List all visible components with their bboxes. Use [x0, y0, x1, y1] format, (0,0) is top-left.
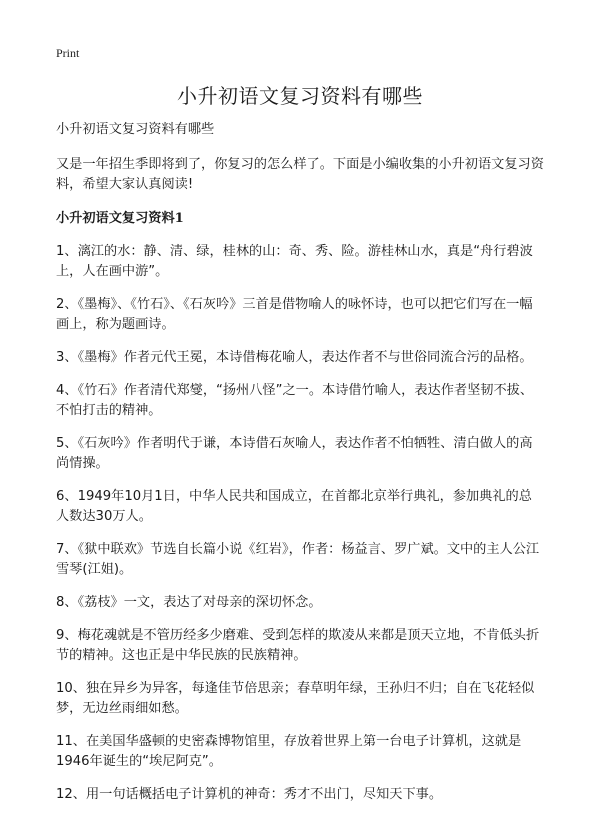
list-item: 8、《荔枝》一文，表达了对母亲的深切怀念。	[56, 595, 322, 610]
list-item: 5、《石灰吟》作者明代于谦，本诗借石灰喻人，表达作者不怕牺牲、清白做人的高尚情操。	[56, 436, 533, 471]
list-item: 11、在美国华盛顿的史密森博物馆里，存放着世界上第一台电子计算机，这就是1946年诞生的“埃尼阿克”。	[56, 734, 522, 769]
list-item: 9、梅花魂就是不管历经多少磨难、受到怎样的欺凌从来都是顶天立地，不肯低头折节的精神。这也正是中华民族的民族精神。	[56, 628, 540, 663]
page-title: 小升初语文复习资料有哪些	[177, 84, 423, 108]
list-item: 3、《墨梅》作者元代王冕，本诗借梅花喻人，表达作者不与世俗同流合污的品格。	[56, 350, 533, 365]
list-item: 7、《狱中联欢》节选自长篇小说《红岩》，作者：杨益言、罗广斌。文中的主人公江雪琴(江姐)。	[56, 542, 540, 577]
list-item: 1、漓江的水：静、清、绿，桂林的山：奇、秀、险。游桂林山水，真是“舟行碧波上，人在画中游”。	[56, 244, 533, 279]
document-body	[56, 120, 544, 818]
list-item: 4、《竹石》作者清代郑燮，“扬州八怪”之一。本诗借竹喻人，表达作者坚韧不拔、不怕打击的精神。	[56, 383, 534, 418]
intro-paragraph: 又是一年招生季即将到了，你复习的怎么样了。下面是小编收集的小升初语文复习资料，希望大家认真阅读!	[56, 157, 544, 192]
list-item: 10、独在异乡为异客，每逢佳节倍思亲；春草明年绿，王孙归不归；自在飞花轻似梦，无边丝雨细如愁。	[56, 681, 535, 716]
list-item: 6、1949年10月1日，中华人民共和国成立，在首都北京举行典礼，参加典礼的总人数达30万人。	[56, 489, 532, 524]
list-item: 2、《墨梅》、《竹石》、《石灰吟》三首是借物喻人的咏怀诗，也可以把它们写在一幅画上，称为题画诗。	[56, 297, 533, 332]
list-item: 12、用一句话概括电子计算机的神奇：秀才不出门，尽知天下事。	[56, 787, 443, 802]
section-heading: 小升初语文复习资料1	[56, 211, 184, 226]
print-link[interactable]: Print	[56, 46, 80, 60]
document-subtitle: 小升初语文复习资料有哪些	[56, 122, 215, 137]
